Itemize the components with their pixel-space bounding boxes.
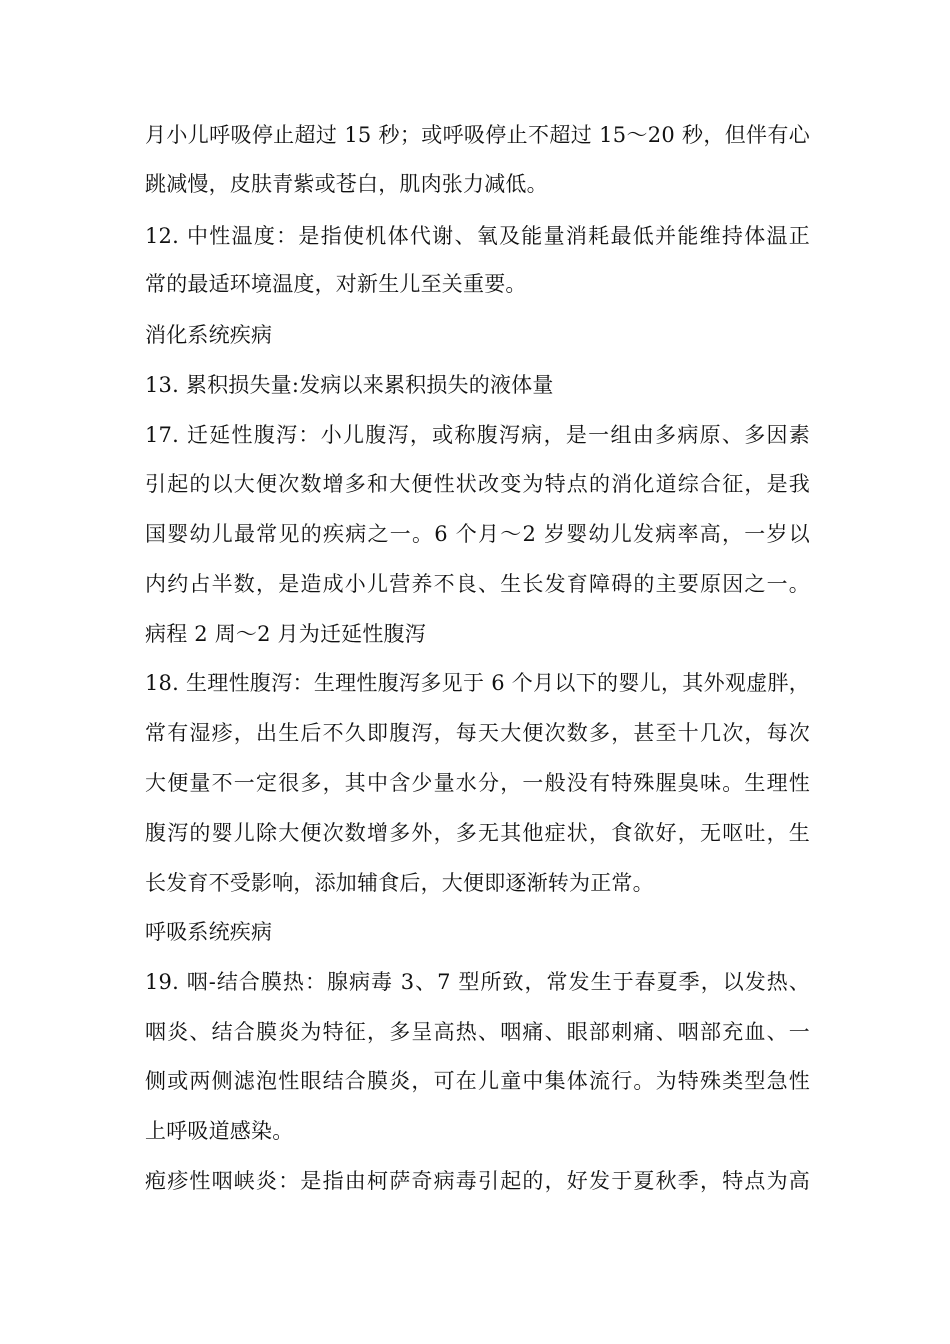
- text-line: 咽炎、结合膜炎为特征，多呈高热、咽痛、眼部刺痛、咽部充血、一: [145, 1020, 810, 1044]
- section-heading: 呼吸系统疾病: [145, 920, 273, 944]
- text-line: 引起的以大便次数增多和大便性状改变为特点的消化道综合征，是我: [145, 472, 810, 496]
- text-line: 常的最适环境温度，对新生儿至关重要。: [145, 272, 527, 296]
- text-line: 常有湿疹，出生后不久即腹泻，每天大便次数多，甚至十几次，每次: [145, 721, 810, 745]
- text-line: 13. 累积损失量:发病以来累积损失的液体量: [145, 373, 554, 397]
- text-line: 疱疹性咽峡炎：是指由柯萨奇病毒引起的，好发于夏秋季，特点为高: [145, 1169, 810, 1193]
- text-line: 19. 咽-结合膜热：腺病毒 3、7 型所致，常发生于春夏季，以发热、: [145, 970, 810, 994]
- text-line: 上呼吸道感染。: [145, 1119, 294, 1143]
- text-line: 腹泻的婴儿除大便次数增多外，多无其他症状，食欲好，无呕吐，生: [145, 821, 810, 845]
- text-line: 大便量不一定很多，其中含少量水分，一般没有特殊腥臭味。生理性: [145, 771, 810, 795]
- text-line: 跳减慢，皮肤青紫或苍白，肌肉张力减低。: [145, 172, 548, 196]
- text-line: 18. 生理性腹泻：生理性腹泻多见于 6 个月以下的婴儿，其外观虚胖，: [145, 671, 810, 695]
- text-line: 病程 2 周～2 月为迁延性腹泻: [145, 622, 426, 646]
- text-line: 长发育不受影响，添加辅食后，大便即逐渐转为正常。: [145, 871, 654, 895]
- section-heading: 消化系统疾病: [145, 323, 273, 347]
- text-line: 12. 中性温度：是指使机体代谢、氧及能量消耗最低并能维持体温正: [145, 224, 810, 248]
- text-line: 国婴幼儿最常见的疾病之一。6 个月～2 岁婴幼儿发病率高，一岁以: [145, 522, 810, 546]
- text-line: 月小儿呼吸停止超过 15 秒；或呼吸停止不超过 15～20 秒，但伴有心: [145, 123, 810, 147]
- text-line: 内约占半数，是造成小儿营养不良、生长发育障碍的主要原因之一。: [145, 572, 810, 596]
- text-line: 17. 迁延性腹泻：小儿腹泻，或称腹泻病，是一组由多病原、多因素: [145, 423, 810, 447]
- text-line: 侧或两侧滤泡性眼结合膜炎，可在儿童中集体流行。为特殊类型急性: [145, 1069, 810, 1093]
